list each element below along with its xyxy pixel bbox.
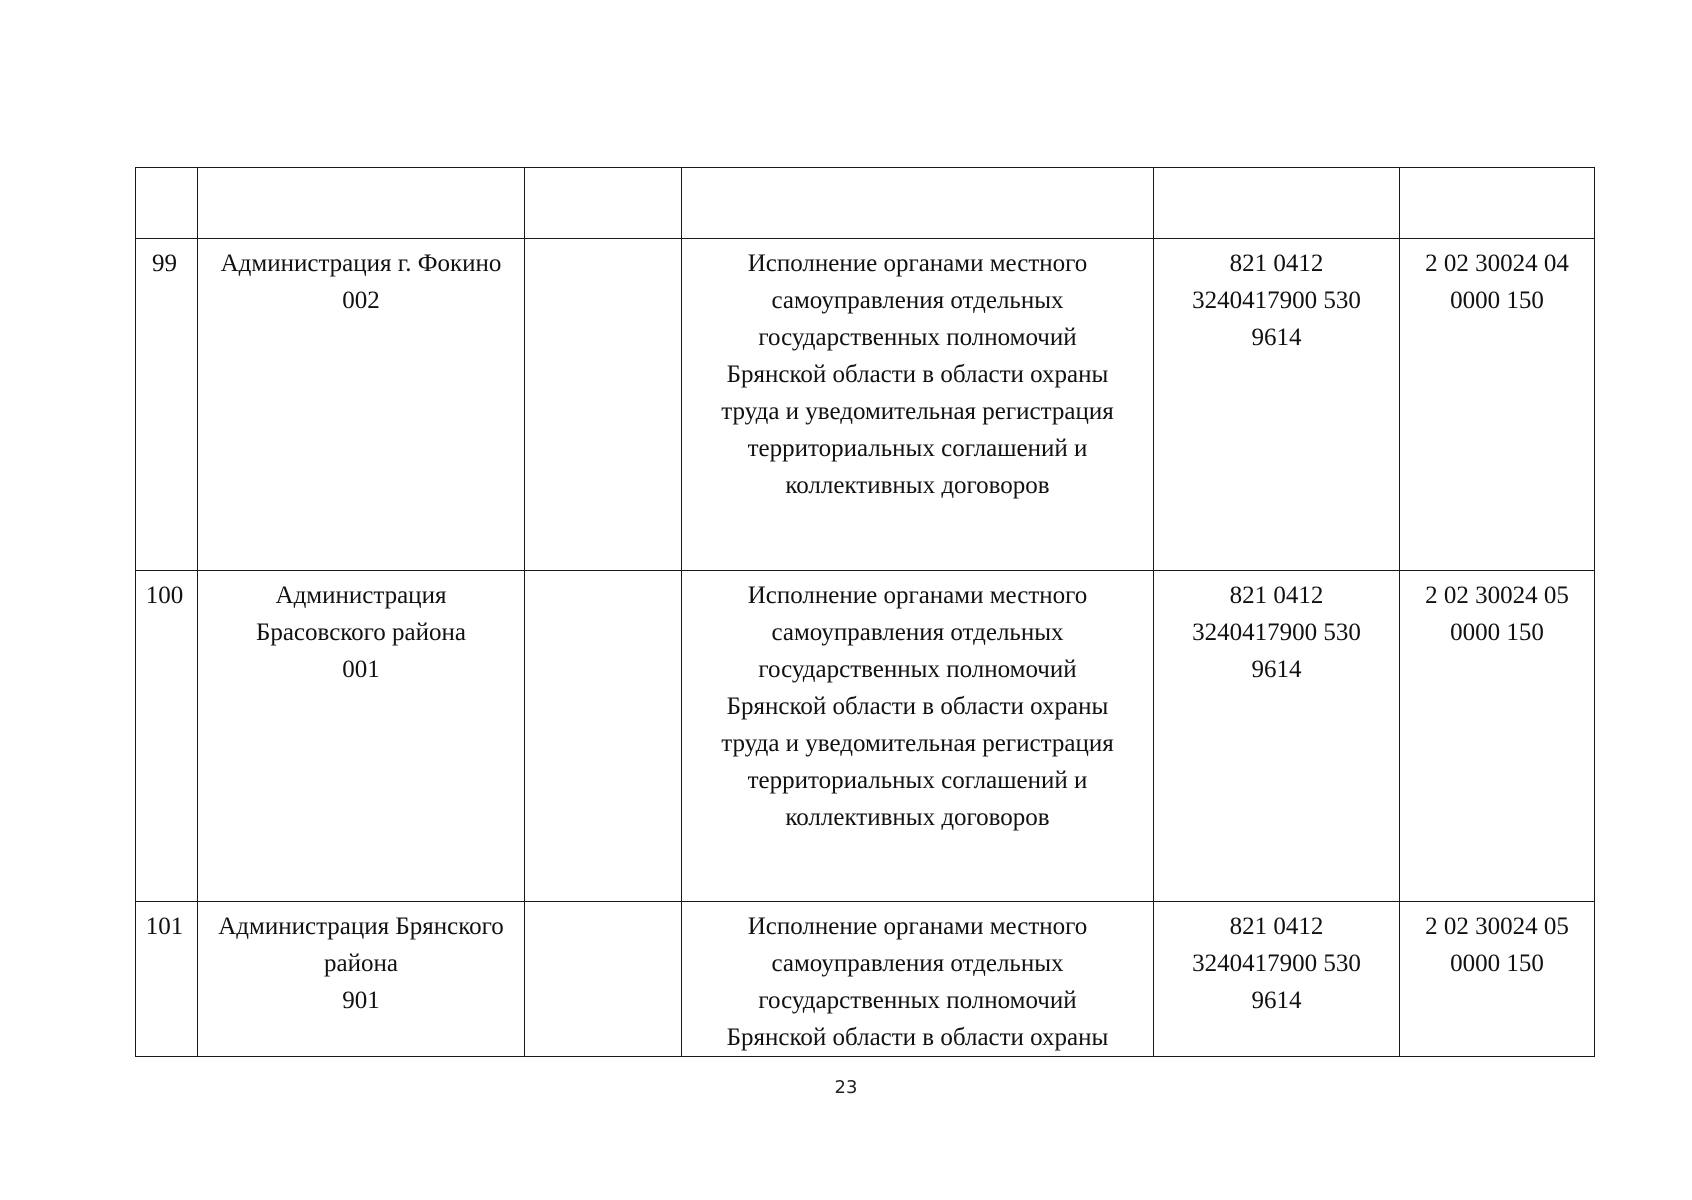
revenue-code-line: 2 02 30024 05 — [1425, 582, 1569, 609]
budget-code-line: 3240417900 530 — [1192, 287, 1361, 314]
description-line: государственных полномочий — [758, 324, 1077, 351]
header-cell-kbk — [1400, 168, 1595, 239]
budget-code-line: 821 0412 — [1229, 913, 1324, 940]
description-line: Брянской области в области охраны — [726, 693, 1109, 720]
description-line: Брянской области в области охраны — [726, 361, 1109, 388]
description-line: территориальных соглашений и — [747, 767, 1088, 794]
description-cell — [682, 902, 1154, 1057]
row-number: 101 — [136, 902, 198, 1057]
budget-code-cell — [1154, 571, 1400, 902]
budget-code-line: 9614 — [1251, 987, 1302, 1014]
header-cell-code — [1154, 168, 1400, 239]
administration-line: 901 — [342, 987, 380, 1014]
description-line: коллективных договоров — [785, 472, 1050, 499]
description-line: Брянской области в области охраны — [726, 1024, 1109, 1051]
subvention-table — [135, 167, 1595, 1057]
description-line: Исполнение органами местного — [747, 913, 1088, 940]
description-line: Исполнение органами местного — [747, 582, 1088, 609]
table-header-row — [136, 168, 1595, 239]
description-line: труда и уведомительная регистрация — [721, 730, 1114, 757]
description-line: коллективных договоров — [785, 804, 1050, 831]
description-line: Исполнение органами местного — [747, 250, 1088, 277]
revenue-code-line: 0000 150 — [1450, 950, 1544, 977]
header-cell-desc — [682, 168, 1154, 239]
budget-code-line: 821 0412 — [1229, 250, 1324, 277]
header-cell-empty — [525, 168, 682, 239]
table-row — [136, 571, 1595, 902]
description-cell — [682, 571, 1154, 902]
administration-line: Администрация Брянского — [218, 913, 504, 940]
revenue-code-cell — [1400, 239, 1595, 571]
revenue-code-line: 0000 150 — [1450, 619, 1544, 646]
budget-code-cell — [1154, 239, 1400, 571]
row-number: 100 — [136, 571, 198, 902]
administration-cell — [198, 571, 525, 902]
budget-code-line: 9614 — [1251, 656, 1302, 683]
budget-code-cell — [1154, 902, 1400, 1057]
administration-line: района — [324, 950, 398, 977]
description-line: самоуправления отдельных — [771, 619, 1064, 646]
page-number: 23 — [834, 1077, 858, 1098]
description-cell — [682, 239, 1154, 571]
revenue-code-cell — [1400, 902, 1595, 1057]
table-row — [136, 239, 1595, 571]
budget-code-line: 3240417900 530 — [1192, 950, 1361, 977]
administration-line: 001 — [342, 656, 380, 683]
revenue-code-cell — [1400, 571, 1595, 902]
administration-line: Администрация г. Фокино — [220, 250, 502, 277]
administration-line: Брасовского района — [255, 619, 466, 646]
budget-code-line: 821 0412 — [1229, 582, 1324, 609]
revenue-code-line: 0000 150 — [1450, 287, 1544, 314]
budget-code-line: 3240417900 530 — [1192, 619, 1361, 646]
administration-cell — [198, 902, 525, 1057]
header-cell-num — [136, 168, 198, 239]
header-cell-admin — [198, 168, 525, 239]
description-line: территориальных соглашений и — [747, 435, 1088, 462]
revenue-code-line: 2 02 30024 04 — [1425, 250, 1569, 277]
description-line: самоуправления отдельных — [771, 950, 1064, 977]
description-line: государственных полномочий — [758, 987, 1077, 1014]
row-number: 99 — [136, 239, 198, 571]
description-line: труда и уведомительная регистрация — [721, 398, 1114, 425]
administration-line: 002 — [342, 287, 380, 314]
description-line: самоуправления отдельных — [771, 287, 1064, 314]
administration-line: Администрация — [275, 582, 447, 609]
revenue-code-line: 2 02 30024 05 — [1425, 913, 1569, 940]
table-row — [136, 902, 1595, 1057]
budget-code-line: 9614 — [1251, 324, 1302, 351]
empty-cell — [525, 571, 682, 902]
administration-cell — [198, 239, 525, 571]
empty-cell — [525, 239, 682, 571]
empty-cell — [525, 902, 682, 1057]
description-line: государственных полномочий — [758, 656, 1077, 683]
